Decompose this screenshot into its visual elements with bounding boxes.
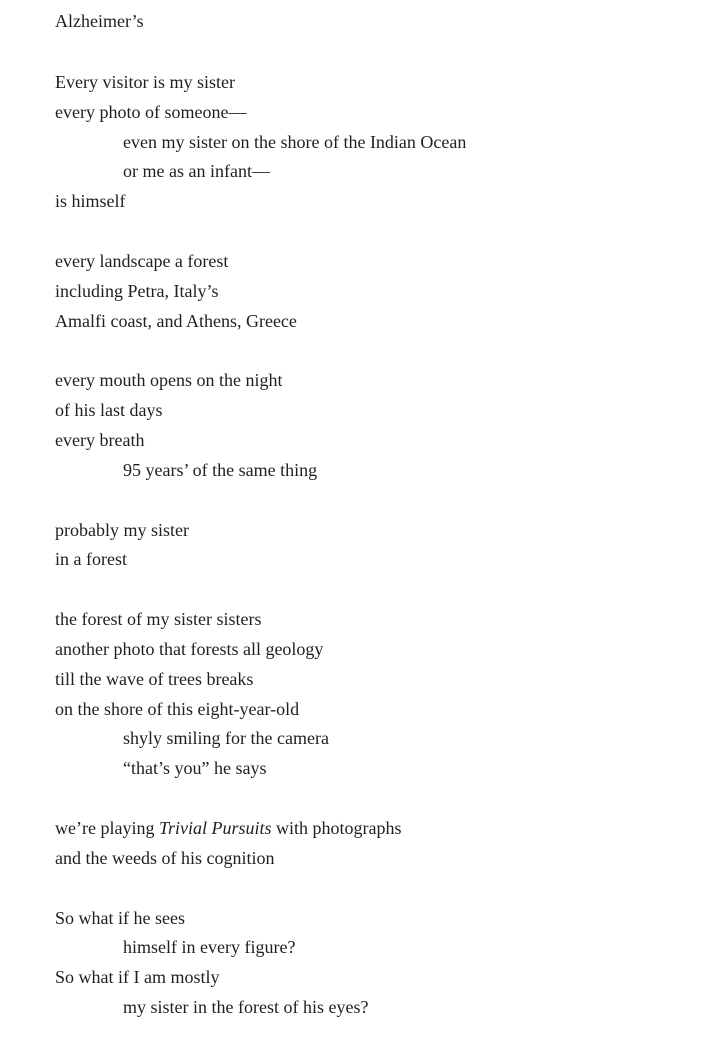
stanza [55,904,695,1023]
poem-line: the forest of my sister sisters [55,609,262,630]
stanza [55,366,695,485]
poem-line: every landscape a forest [55,250,229,271]
poem-line: till the wave of trees breaks [55,668,254,689]
poem-line: is himself [55,191,126,212]
poem-line: every photo of someone— [55,101,247,122]
poem-line: even my sister on the shore of the Indian Ocean [123,131,467,152]
poem-line: probably my sister [55,519,189,540]
poem-line: in a forest [55,549,127,570]
poem-line: another photo that forests all geology [55,638,324,659]
poem-line: “that’s you” he says [123,758,267,779]
poem-line: 95 years’ of the same thing [123,459,318,480]
poem-line: every mouth opens on the night [55,370,283,391]
stanza [55,605,695,784]
poem-line: including Petra, Italy’s [55,280,219,301]
poem-line: So what if he sees [55,907,185,928]
poem-line: every breath [55,429,145,450]
stanza [55,814,695,874]
poem-line: So what if I am mostly [55,967,220,988]
poem-body [55,68,695,1053]
stanza [55,68,695,217]
poem-line: my sister in the forest of his eyes? [123,996,369,1017]
stanza [55,516,695,576]
italic-title: Trivial Pursuits [158,817,272,838]
poem-line: or me as an infant— [123,161,270,182]
poem-line: Every visitor is my sister [55,72,235,92]
poem-line: of his last days [55,400,163,421]
poem-line: and the weeds of his cognition [55,847,275,868]
poem-line: we’re playing Trivial Pursuits with photographs [55,817,402,838]
poem-title: Alzheimer’s [55,11,144,31]
stanza [55,247,695,336]
poem-line: himself in every figure? [123,937,296,958]
poem-line: Amalfi coast, and Athens, Greece [55,310,297,331]
poem-line: on the shore of this eight-year-old [55,698,300,719]
poem-line: shyly smiling for the camera [123,728,329,749]
